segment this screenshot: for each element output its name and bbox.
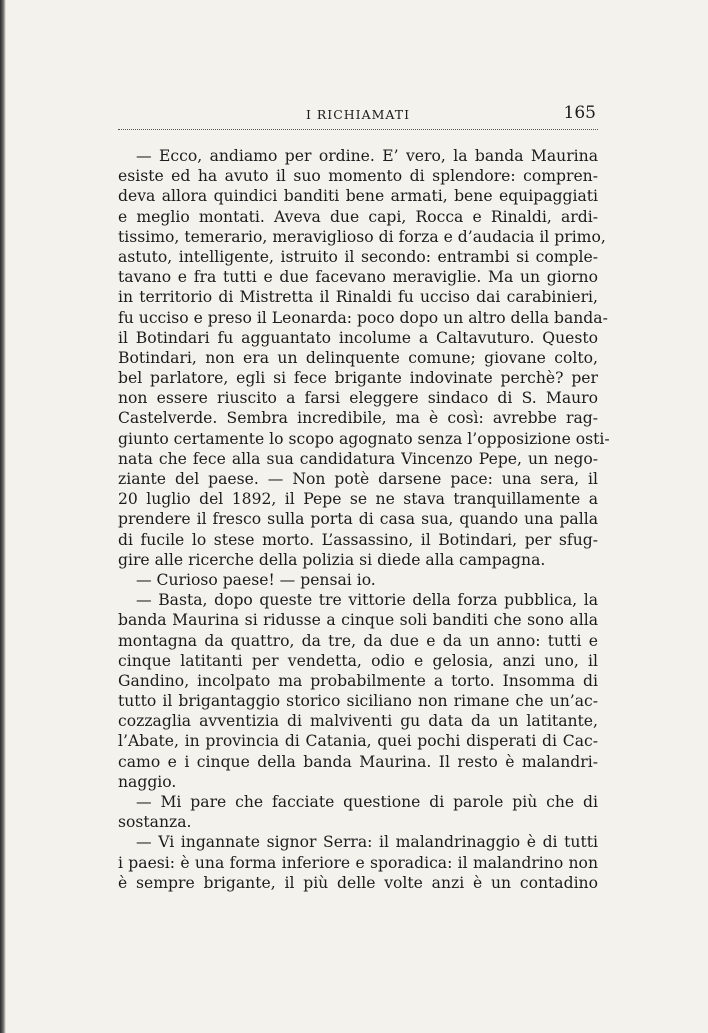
text-line: giunto certamente lo scopo agognato senza l’opposizione osti- (118, 429, 610, 448)
text-line: naggio. (118, 772, 177, 791)
text-line: banda Maurina si ridusse a cinque soli banditi che sono alla (118, 611, 598, 630)
text-line: tavano e fra tutti e due facevano meraviglie. Ma un giorno (118, 268, 598, 287)
text-line: non essere riuscito a farsi eleggere sindaco di S. Mauro (118, 389, 598, 408)
text-line: — Curioso paese! — pensai io. (136, 570, 376, 589)
text-line: tissimo, temerario, meraviglioso di forza e d’audacia il primo, (118, 227, 606, 246)
text-line: prendere il fresco sulla porta di casa sua, quando una palla (118, 510, 598, 529)
text-line: — Vi ingannate signor Serra: il malandrinaggio è di tutti (136, 833, 598, 852)
text-line: — Ecco, andiamo per ordine. E’ vero, la banda Maurina (136, 147, 598, 165)
text-line: sostanza. (118, 813, 192, 832)
text-line: ziante del paese. — Non potè darsene pace: una sera, il (118, 470, 598, 488)
text-line: camo e i cinque della banda Maurina. Il resto è malandri- (118, 752, 598, 771)
text-line: e meglio montati. Aveva due capi, Rocca e Rinaldi, ardi- (118, 207, 598, 226)
text-line: deva allora quindici banditi bene armati, bene equipaggiati (118, 187, 598, 206)
text-line: cinque latitanti per vendetta, odio e gelosia, anzi uno, il (118, 651, 598, 670)
text-line: fu ucciso e preso il Leonarda: poco dopo un altro della banda- (118, 308, 608, 327)
text-line: astuto, intelligente, istruito il secondo: entrambi si comple- (118, 247, 598, 266)
text-line: in territorio di Mistretta il Rinaldi fu ucciso dai carabinieri, (118, 288, 598, 307)
text-line: — Basta, dopo queste tre vittorie della forza pubblica, la (136, 591, 598, 610)
text-line: Gandino, incolpato ma probabilmente a torto. Insomma di (118, 671, 598, 690)
text-line: montagna da quattro, da tre, da due e da un anno: tutti e (118, 631, 598, 650)
text-line: tutto il brigantaggio storico siciliano non rimane che un’ac- (118, 692, 598, 711)
text-line: Botindari, non era un delinquente comune; giovane colto, (118, 348, 598, 367)
text-line: i paesi: è una forma inferiore e sporadica: il malandrino non (118, 853, 598, 872)
text-line: l’Abate, in provincia di Catania, quei pochi disperati di Cac- (118, 732, 598, 751)
text-line: nata che fece alla sua candidatura Vincenzo Pepe, un nego- (118, 449, 598, 468)
text-line: il Botindari fu agguantato incolume a Caltavuturo. Questo (118, 328, 598, 347)
page-number: 165 (563, 103, 596, 123)
text-line: cozzaglia avventizia di malviventi gu data da un latitante, (118, 712, 598, 731)
running-head (118, 103, 598, 130)
page-edge-shadow (0, 0, 6, 1033)
body-text (118, 146, 610, 893)
text-line: 20 luglio del 1892, il Pepe se ne stava tranquillamente a (118, 490, 598, 509)
text-line: esiste ed ha avuto il suo momento di splendore: compren- (118, 167, 598, 186)
text-line: gire alle ricerche della polizia si diede alla campagna. (118, 550, 546, 569)
text-line: è sempre brigante, il più delle volte anzi è un contadino (118, 873, 598, 892)
running-title: I RICHIAMATI (305, 107, 411, 122)
text-line: di fucile lo stese morto. L’assassino, il Botindari, per sfug- (118, 530, 598, 549)
text-line: bel parlatore, egli si fece brigante indovinate perchè? per (118, 369, 598, 388)
text-line: — Mi pare che facciate questione di parole più che di (136, 793, 598, 811)
text-line: Castelverde. Sembra incredibile, ma è così: avrebbe rag- (118, 409, 598, 428)
